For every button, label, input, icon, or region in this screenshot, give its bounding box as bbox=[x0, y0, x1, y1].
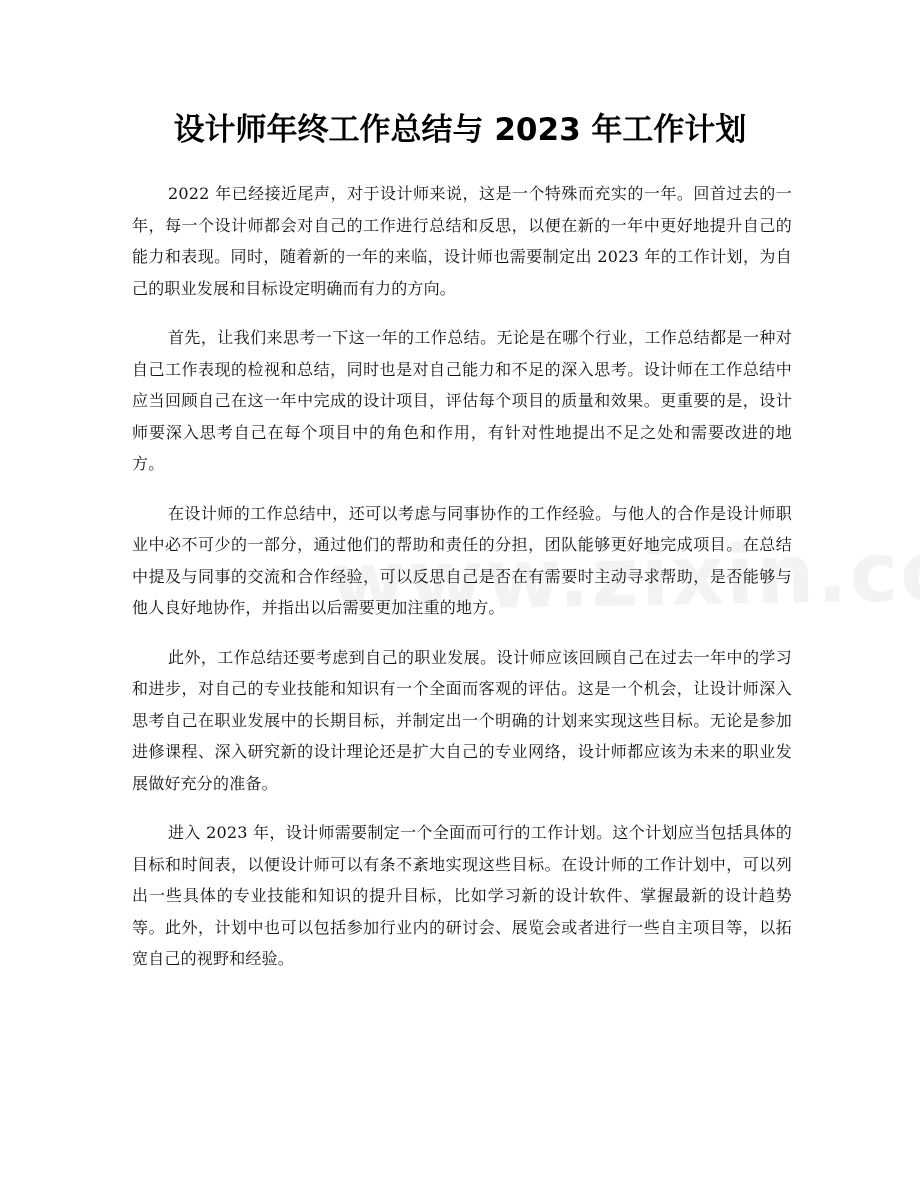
paragraph-1: 2022 年已经接近尾声，对于设计师来说，这是一个特殊而充实的一年。回首过去的一年，每一个设计师都会对自己的工作进行总结和反思，以便在新的一年中更好地提升自己的能力和表现。同时，随着新的一年的来临，设计师也需要制定出 2023 年的工作计划，为自己的职业发展和目标设定明确而有力的方向。 bbox=[132, 184, 792, 298]
document-title: 设计师年终工作总结与 2023 年工作计划 bbox=[173, 112, 747, 148]
paragraph-4: 此外，工作总结还要考虑到自己的职业发展。设计师应该回顾自己在过去一年中的学习和进步，对自己的专业技能和知识有一个全面而客观的评估。这是一个机会，让设计师深入思考自己在职业发展中的长期目标，并制定出一个明确的计划来实现这些目标。无论是参加进修课程、深入研究新的设计理论还是扩大自己的专业网络，设计师都应该为未来的职业发展做好充分的准备。 bbox=[132, 647, 792, 793]
paragraph-2: 首先，让我们来思考一下这一年的工作总结。无论是在哪个行业，工作总结都是一种对自己工作表现的检视和总结，同时也是对自己能力和不足的深入思考。设计师在工作总结中应当回顾自己在这一年中完成的设计项目，评估每个项目的质量和效果。更重要的是，设计师要深入思考自己在每个项目中的角色和作用，有针对性地提出不足之处和需要改进的地方。 bbox=[132, 328, 792, 473]
document-body bbox=[132, 178, 792, 993]
paragraph-3: 在设计师的工作总结中，还可以考虑与同事协作的工作经验。与他人的合作是设计师职业中必不可少的一部分，通过他们的帮助和责任的分担，团队能够更好地完成项目。在总结中提及与同事的交流和合作经验，可以反思自己是否在有需要时主动寻求帮助，是否能够与他人良好地协作，并指出以后需要更加注重的地方。 bbox=[132, 503, 792, 617]
paragraph-5: 进入 2023 年，设计师需要制定一个全面而可行的工作计划。这个计划应当包括具体的目标和时间表，以便设计师可以有条不紊地实现这些目标。在设计师的工作计划中，可以列出一些具体的专业技能和知识的提升目标，比如学习新的设计软件、掌握最新的设计趋势等。此外，计划中也可以包括参加行业内的研讨会、展览会或者进行一些自主项目等，以拓宽自己的视野和经验。 bbox=[132, 823, 792, 968]
